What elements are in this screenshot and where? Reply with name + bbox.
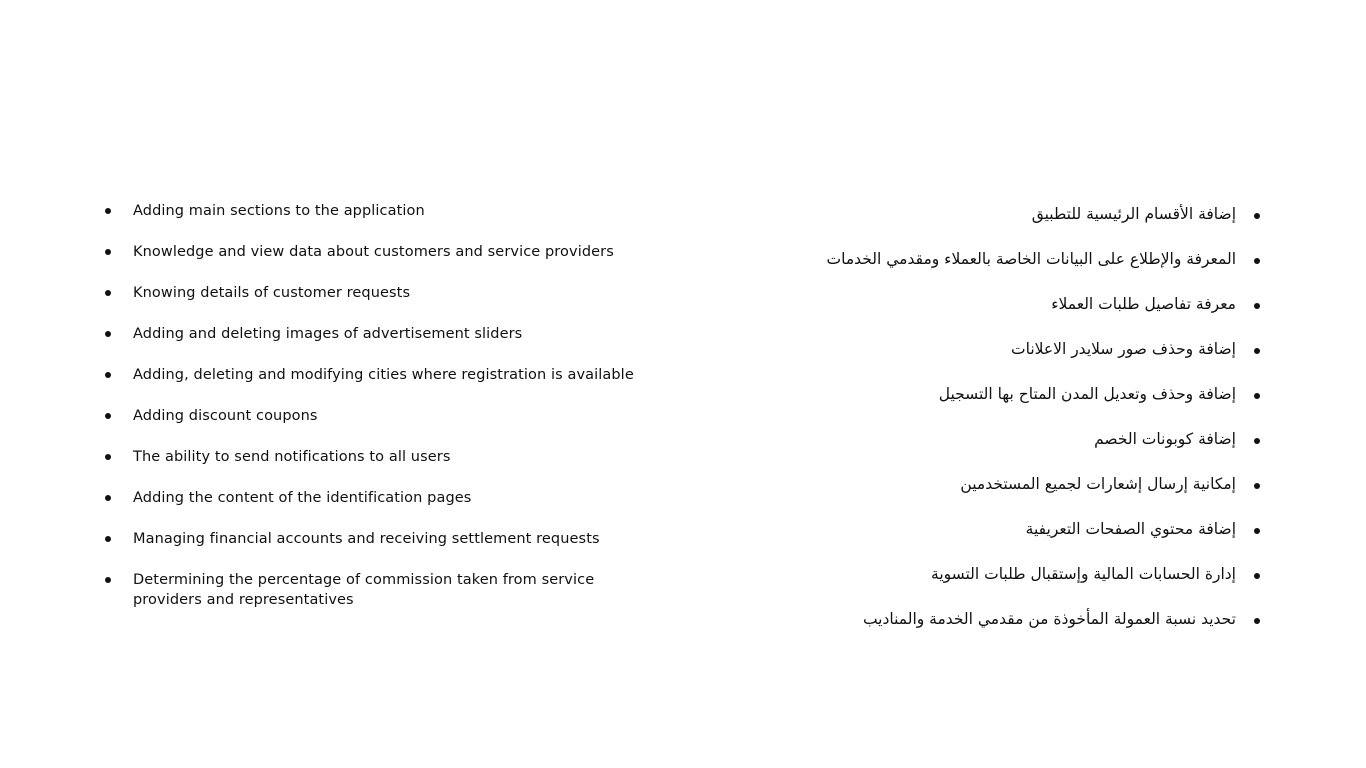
list-item (105, 488, 665, 508)
list-item (105, 406, 665, 426)
list-item-text: Knowledge and view data about customers and service providers (133, 244, 614, 260)
list-item (700, 247, 1260, 271)
list-item-text: إضافة الأقسام الرئيسية للتطبيق (1031, 205, 1236, 223)
english-feature-list (105, 201, 665, 631)
bullet-icon (105, 331, 111, 337)
bullet-icon (105, 372, 111, 378)
bullet-icon (105, 536, 111, 542)
list-item-text: Adding main sections to the application (133, 203, 425, 219)
list-item (105, 447, 665, 467)
bullet-icon (1254, 438, 1260, 444)
list-item-text: Knowing details of customer requests (133, 285, 411, 301)
list-item-text: إضافة كوبونات الخصم (1094, 430, 1236, 448)
bullet-icon (105, 249, 111, 255)
list-item-text: إضافة وحذف وتعديل المدن المتاح بها التسجيل (938, 385, 1236, 403)
list-item (700, 382, 1260, 406)
bullet-icon (1254, 618, 1260, 624)
list-item (700, 517, 1260, 541)
list-item (700, 607, 1260, 631)
list-item-text: إدارة الحسابات المالية وإستقبال طلبات التسوية (931, 565, 1236, 583)
bullet-icon (105, 495, 111, 501)
list-item (700, 427, 1260, 451)
list-item (700, 562, 1260, 586)
bullet-icon (1254, 213, 1260, 219)
list-item-text: إضافة محتوي الصفحات التعريفية (1025, 520, 1236, 538)
list-item (105, 570, 665, 610)
list-item-text: The ability to send notifications to all users (133, 449, 451, 465)
list-item (105, 283, 665, 303)
bullet-icon (105, 208, 111, 214)
bullet-icon (1254, 303, 1260, 309)
list-item-text: تحديد نسبة العمولة المأخوذة من مقدمي الخدمة والمناديب (862, 610, 1236, 628)
list-item (700, 202, 1260, 226)
arabic-feature-list (700, 202, 1260, 652)
bullet-icon (105, 290, 111, 296)
bullet-icon (1254, 393, 1260, 399)
list-item (105, 324, 665, 344)
list-item (105, 365, 665, 385)
list-item (105, 201, 665, 221)
list-item-text: المعرفة والإطلاع على البيانات الخاصة بالعملاء ومقدمي الخدمات (826, 250, 1236, 268)
list-item-text: Adding discount coupons (133, 408, 318, 424)
bullet-icon (105, 454, 111, 460)
list-item-text: Adding the content of the identification pages (133, 490, 472, 506)
bullet-icon (1254, 258, 1260, 264)
list-item-text: إمكانية إرسال إشعارات لجميع المستخدمين (960, 475, 1236, 493)
list-item-text: Adding and deleting images of advertisement sliders (133, 326, 523, 342)
list-item-text: Managing financial accounts and receiving settlement requests (133, 531, 600, 547)
list-item-text: معرفة تفاصيل طلبات العملاء (1051, 295, 1236, 313)
bullet-icon (1254, 528, 1260, 534)
list-item-text: إضافة وحذف صور سلايدر الاعلانات (1011, 340, 1236, 358)
list-item (700, 292, 1260, 316)
list-item-text: Adding, deleting and modifying cities where registration is available (133, 367, 634, 383)
list-item (105, 242, 665, 262)
list-item (105, 529, 665, 549)
list-item-text: Determining the percentage of commission taken from service providers and representatives (133, 572, 595, 608)
bullet-icon (1254, 573, 1260, 579)
bullet-icon (105, 577, 111, 583)
bullet-icon (105, 413, 111, 419)
bullet-icon (1254, 483, 1260, 489)
list-item (700, 337, 1260, 361)
list-item (700, 472, 1260, 496)
bullet-icon (1254, 348, 1260, 354)
